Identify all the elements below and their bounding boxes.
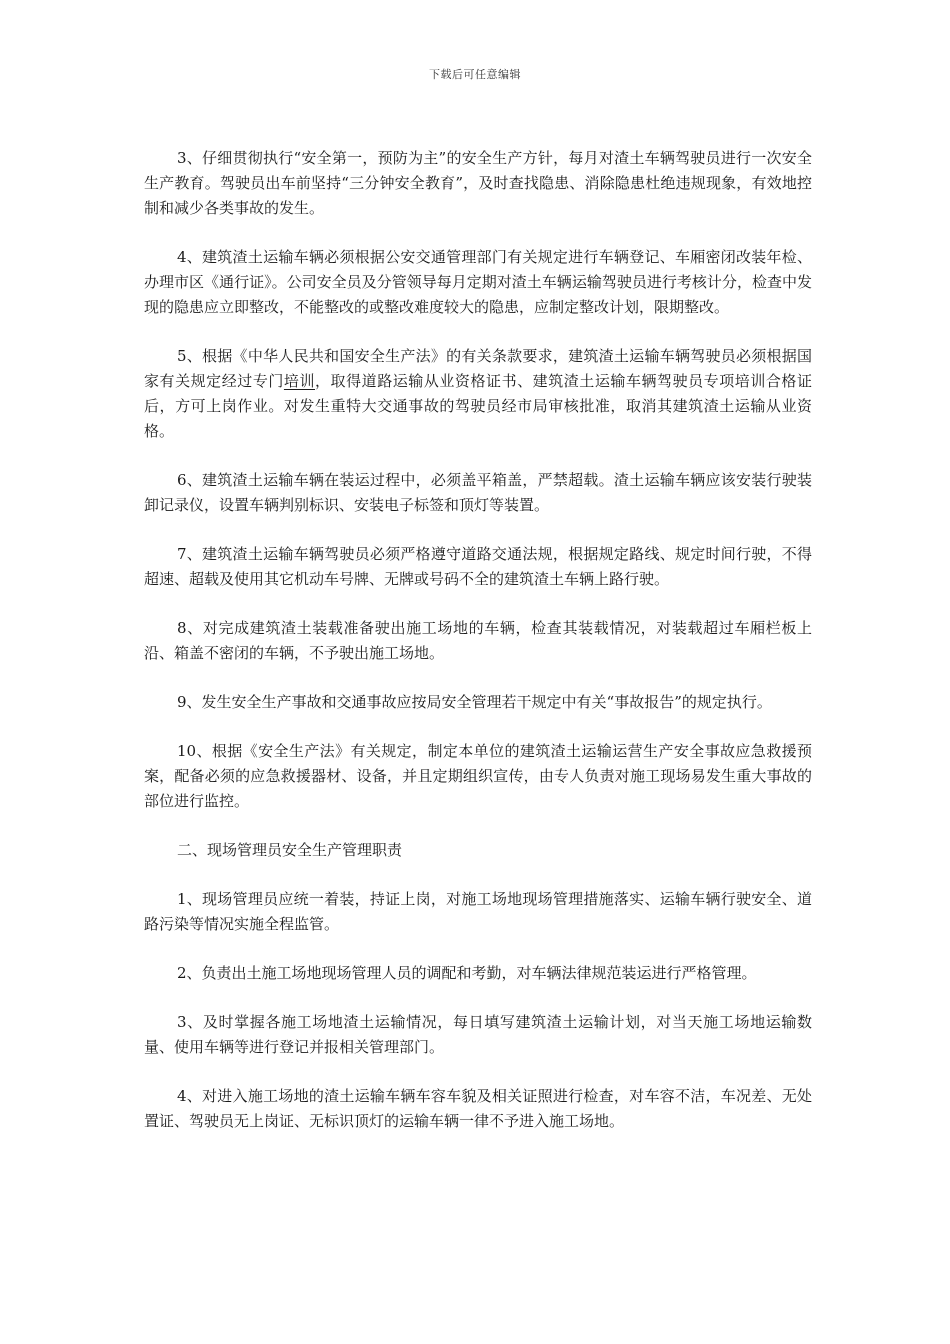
- paragraph-item-5-after: ，取得道路运输从业资格证书、建筑渣土运输车辆驾驶员专项培训合格证后，方可上岗作业。对发生重特大交通事故的驾驶员经市局审核批准，取消其建筑渣土运输从业资格。: [144, 372, 812, 440]
- training-link-text: 培训: [283, 372, 316, 390]
- duty-item-2: 2、负责出土施工场地现场管理人员的调配和考勤，对车辆法律规范装运进行严格管理。: [177, 964, 757, 982]
- document-body: [144, 146, 812, 1158]
- paragraph-item-5: [144, 344, 812, 444]
- paragraph-item-3: 3、仔细贯彻执行“安全第一，预防为主”的安全生产方针，每月对渣土车辆驾驶员进行一次安全生产教育。驾驶员出车前坚持“三分钟安全教育”，及时查找隐患、消除隐患杜绝违规现象，有效地控制和减少各类事故的发生。: [144, 149, 812, 217]
- duty-item-1: 1、现场管理员应统一着装，持证上岗，对施工场地现场管理措施落实、运输车辆行驶安全、道路污染等情况实施全程监管。: [144, 890, 812, 933]
- paragraph-item-10: 10、根据《安全生产法》有关规定，制定本单位的建筑渣土运输运营生产安全事故应急救援预案，配备必须的应急救援器材、设备，并且定期组织宣传，由专人负责对施工现场易发生重大事故的部位进行监控。: [144, 742, 812, 810]
- page-header: 下载后可任意编辑: [429, 68, 521, 81]
- paragraph-item-8: 8、对完成建筑渣土装载准备驶出施工场地的车辆，检查其装载情况，对装载超过车厢栏板上沿、箱盖不密闭的车辆，不予驶出施工场地。: [144, 619, 812, 662]
- paragraph-item-5-before: 5、根据《中华人民共和国安全生产法》的有关条款要求，建筑渣土运输车辆驾驶员必须根据国家有关规定经过专门: [144, 347, 812, 390]
- duty-item-4: 4、对进入施工场地的渣土运输车辆车容车貌及相关证照进行检查，对车容不洁，车况差、无处置证、驾驶员无上岗证、无标识顶灯的运输车辆一律不予进入施工场地。: [144, 1087, 812, 1130]
- paragraph-item-9: 9、发生安全生产事故和交通事故应按局安全管理若干规定中有关“事故报告”的规定执行。: [177, 693, 772, 711]
- duty-item-3: 3、及时掌握各施工场地渣土运输情况，每日填写建筑渣土运输计划，对当天施工场地运输数量、使用车辆等进行登记并报相关管理部门。: [144, 1013, 812, 1056]
- paragraph-item-7: 7、建筑渣土运输车辆驾驶员必须严格遵守道路交通法规，根据规定路线、规定时间行驶，不得超速、超载及使用其它机动车号牌、无牌或号码不全的建筑渣土车辆上路行驶。: [144, 545, 812, 588]
- paragraph-item-6: 6、建筑渣土运输车辆在装运过程中，必须盖平箱盖，严禁超载。渣土运输车辆应该安装行驶装卸记录仪，设置车辆判别标识、安装电子标签和顶灯等装置。: [144, 471, 812, 514]
- section-heading: 二、现场管理员安全生产管理职责: [177, 841, 403, 859]
- paragraph-item-4: 4、建筑渣土运输车辆必须根据公安交通管理部门有关规定进行车辆登记、车厢密闭改装年检、办理市区《通行证》。公司安全员及分管领导每月定期对渣土车辆运输驾驶员进行考核计分，检查中发现的隐患应立即整改，不能整改的或整改难度较大的隐患，应制定整改计划，限期整改。: [144, 248, 812, 316]
